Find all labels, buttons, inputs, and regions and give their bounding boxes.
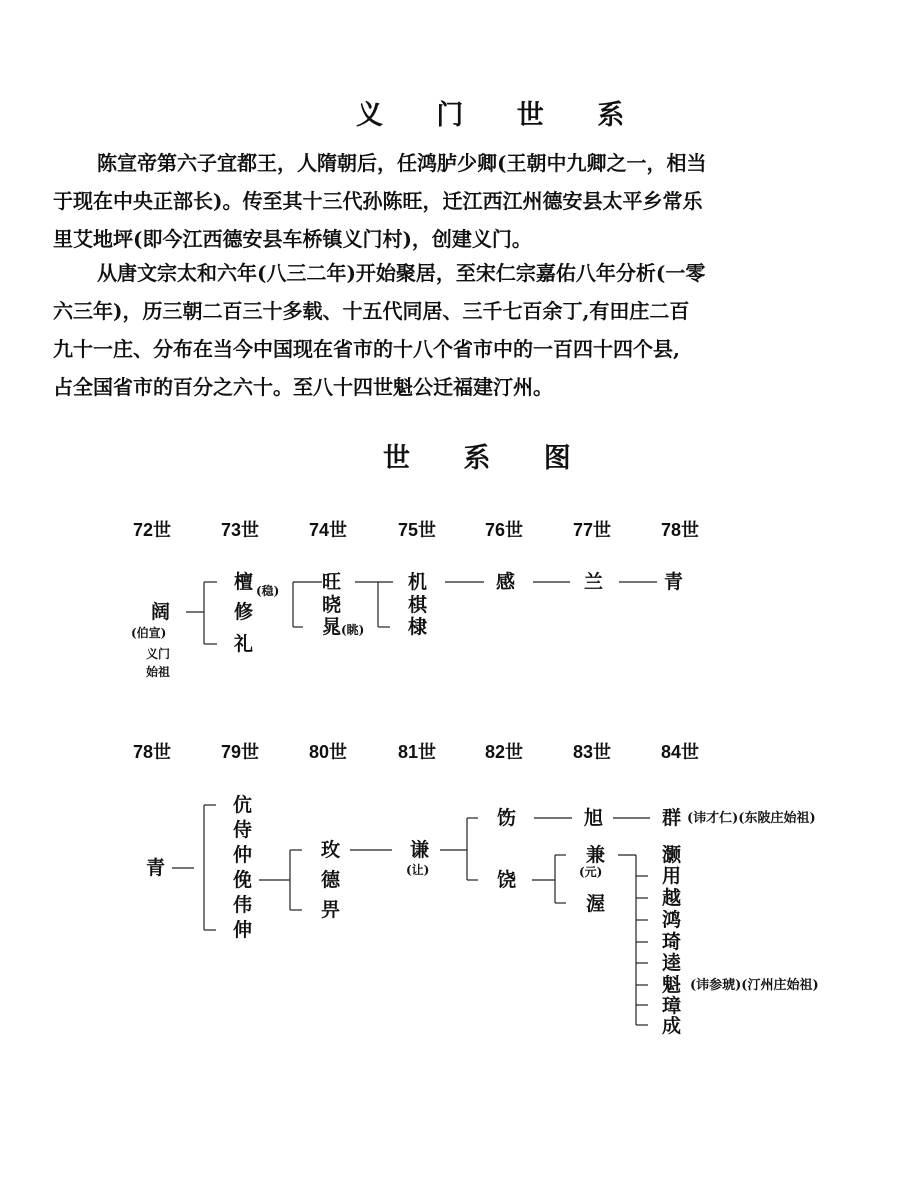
paragraph-line: 于现在中央正部长)。传至其十三代孙陈旺，迁江西江州德安县太平乡常乐: [53, 189, 703, 213]
paragraph-line: 九十一庄、分布在当今中国现在省市的十八个省市中的一百四十四个县,: [53, 337, 680, 361]
generation-label: 80世: [309, 742, 348, 762]
member-name: 饬: [497, 807, 517, 829]
member-name: 棋: [408, 594, 428, 616]
generation-label: 75世: [398, 520, 437, 540]
member-name: 兼: [586, 844, 606, 866]
member-name: 旺: [322, 571, 342, 593]
member-name: 畀: [321, 899, 341, 921]
member-name: 侍: [233, 819, 253, 841]
member-name: 感: [496, 571, 516, 593]
member-name: 玫: [321, 839, 341, 861]
generation-label: 72世: [133, 520, 172, 540]
generation-label: 81世: [398, 742, 437, 762]
paragraph-line: 陈宣帝第六子宜都王，人隋朝后，任鸿胪少卿(王朝中九卿之一，相当: [97, 151, 707, 175]
member-name: 仲: [233, 844, 253, 866]
member-name: 修: [234, 601, 254, 623]
member-note: (让): [406, 863, 430, 877]
member-name: 青: [664, 571, 684, 593]
member-name: 用: [662, 865, 682, 887]
member-name: 越: [662, 887, 682, 909]
generation-label: 76世: [485, 520, 524, 540]
member-name: 群: [662, 807, 682, 829]
generation-label: 78世: [661, 520, 700, 540]
page-title: 义 门 世 系: [356, 100, 647, 131]
generation-label: 83世: [573, 742, 612, 762]
member-name: 旭: [584, 807, 604, 829]
member-note: (元): [579, 865, 603, 879]
paragraph-line: 里艾地坪(即今江西德安县车桥镇义门村)，创建义门。: [53, 227, 532, 251]
paragraph-line: 从唐文宗太和六年(八三二年)开始聚居，至宋仁宗嘉佑八年分析(一零: [97, 261, 706, 285]
generation-label: 73世: [221, 520, 260, 540]
generation-label: 77世: [573, 520, 612, 540]
member-note: (眺): [341, 623, 365, 637]
member-name: 谦: [410, 839, 430, 861]
generation-label: 79世: [221, 742, 260, 762]
generation-label: 84世: [661, 742, 700, 762]
member-name: 渥: [586, 893, 606, 915]
generation-label: 74世: [309, 520, 348, 540]
member-name: 成: [662, 1015, 682, 1037]
member-name: 璋: [662, 995, 682, 1017]
member-name: 檀: [234, 571, 254, 593]
generation-label: 78世: [133, 742, 172, 762]
member-name: 晁: [322, 616, 342, 638]
ancestor-root: 青: [146, 857, 166, 879]
chart-title: 世 系 图: [383, 443, 593, 474]
member-name: 晓: [322, 594, 342, 616]
member-name: 琦: [662, 931, 682, 953]
member-name: 机: [408, 571, 428, 593]
member-note: (讳才仁)(东陂庄始祖): [687, 811, 816, 826]
ancestor-note: 始祖: [146, 665, 171, 679]
member-name: 伸: [233, 919, 253, 941]
generation-label: 82世: [485, 742, 524, 762]
member-name: 礼: [234, 633, 254, 655]
ancestor-note: 义门: [146, 647, 171, 661]
member-name: 灏: [662, 844, 682, 866]
member-name: 德: [321, 869, 341, 891]
member-name: 棣: [408, 616, 428, 638]
member-name: 伟: [233, 894, 253, 916]
member-note: (讳参琥)(汀州庄始祖): [690, 978, 819, 993]
member-name: 俛: [233, 869, 253, 891]
member-name: 魁: [662, 974, 682, 996]
member-name: 鸿: [662, 909, 682, 931]
ancestor-root: 阔: [151, 601, 171, 623]
paragraph-line: 占全国省市的百分之六十。至八十四世魁公迁福建汀州。: [53, 375, 553, 399]
member-name: 饶: [497, 869, 517, 891]
paragraph-line: 六三年)，历三朝二百三十多载、十五代同居、三千七百余丁,有田庄二百: [53, 299, 690, 323]
ancestor-note: (伯宣): [131, 626, 167, 640]
member-name: 逵: [662, 952, 682, 974]
member-name: 伉: [233, 794, 253, 816]
member-note: (稳): [256, 584, 280, 598]
member-name: 兰: [584, 571, 604, 593]
